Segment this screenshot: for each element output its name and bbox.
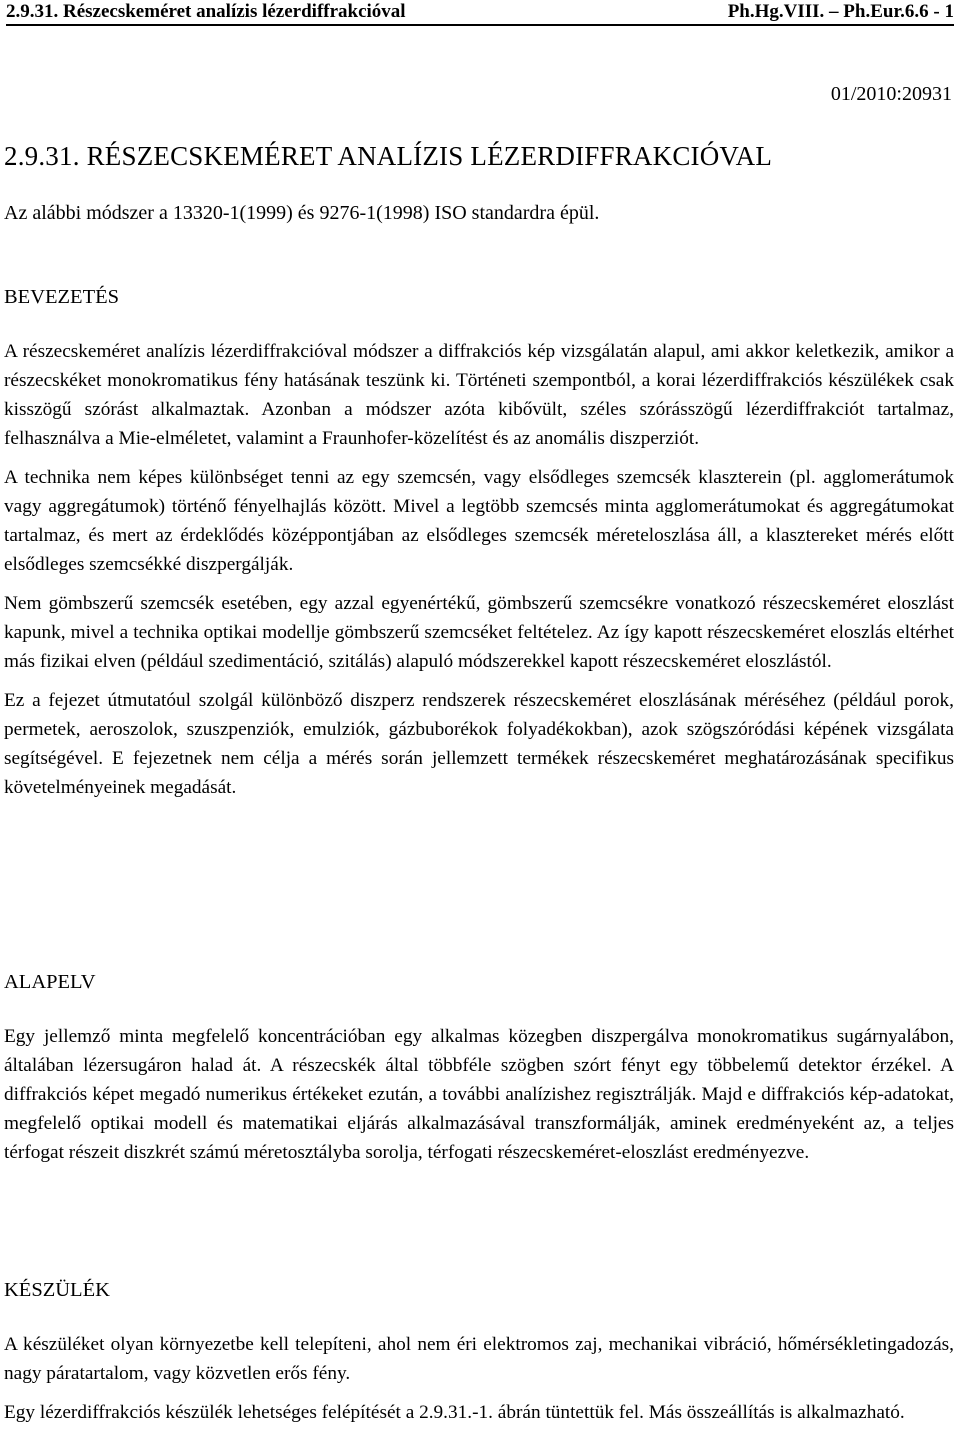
- paragraph: Egy jellemző minta megfelelő koncentrációban egy alkalmas közegben diszpergálva monokromatikus sugárnyalábon, általában lézersugáron halad át. A részecskék által többféle szögben szórt fényt egy többelemű detektor érzékel. A diffrakciós képet megadó numerikus értékeket ezután, a további analízishez regisztrálják. Majd e diffrakciós kép-adatokat, megfelelő optikai modell és matematikai eljárás alkalmazásával transzformálják, aminek eredményeként az, a teljes térfogat részeit diszkrét számú méretosztályba sorolja, térfogati részecskeméret-eloszlást eredményezve.: [4, 1026, 954, 1163]
- section-heading: ALAPELV: [4, 971, 96, 993]
- section-heading: KÉSZÜLÉK: [4, 1279, 110, 1301]
- section-keszulek: [4, 1278, 954, 1437]
- paragraph: A részecskeméret analízis lézerdiffrakcióval módszer a diffrakciós kép vizsgálatán alapul, ami akkor keletkezik, amikor a részecskéket monokromatikus fény hatásának teszünk ki. Történeti szempontból, a korai lézerdiffrakciós készülékek csak kisszögű szórást alkalmaztak. Azonban a módszer azóta kibővült, széles szórásszögű lézerdiffrakciót tartalmaz, felhasználva a Mie-elméletet, valamint a Fraunhofer-közelítést és az anomális diszperziót.: [4, 341, 954, 449]
- document-id: 01/2010:20931: [830, 83, 952, 105]
- paragraph: Egy lézerdiffrakciós készülék lehetséges felépítését a 2.9.31.-1. ábrán tüntettük fel. Más összeállítás is alkalmazható.: [4, 1402, 905, 1423]
- paragraph: A készüléket olyan környezetbe kell telepíteni, ahol nem éri elektromos zaj, mechanikai vibráció, hőmérsékletingadozás, nagy páratartalom, vagy közvetlen erős fény.: [4, 1334, 954, 1384]
- paragraph: A technika nem képes különbséget tenni az egy szemcsén, vagy elsődleges szemcsék klaszterein (pl. agglomerátumok vagy aggregátumok) történő fényelhajlás között. Mivel a legtöbb szemcsés minta agglomerátumokat és aggregátumokat tartalmaz, és mert az érdeklődés középpontjában az elsődleges szemcsék méreteloszlása áll, a klasztereket mérés előtt elsődleges szemcsékké diszpergálják.: [4, 467, 954, 575]
- intro-text: Az alábbi módszer a 13320-1(1999) és 9276-1(1998) ISO standardra épül.: [4, 202, 600, 224]
- header-pharmacopoeia-ref: Ph.Hg.VIII. – Ph.Eur.6.6 - 1: [727, 1, 954, 22]
- page-title: 2.9.31. RÉSZECSKEMÉRET ANALÍZIS LÉZERDIFFRAKCIÓVAL: [4, 141, 773, 171]
- header-chapter-title: 2.9.31. Részecskeméret analízis lézerdiffrakcióval: [6, 1, 406, 22]
- section-heading: BEVEZETÉS: [4, 286, 120, 308]
- section-alapelv: [4, 970, 954, 1177]
- running-header: [6, 0, 954, 26]
- section-bevezetes: [4, 285, 954, 812]
- paragraph: Nem gömbszerű szemcsék esetében, egy azzal egyenértékű, gömbszerű szemcsékre vonatkozó részecskeméret eloszlást kapunk, mivel a technika optikai modellje gömbszerű szemcséket feltételez. Az így kapott részecskeméret eloszlás eltérhet más fizikai elven (például szedimentáció, szitálás) alapuló módszerekkel kapott részecskeméret eloszlástól.: [4, 593, 954, 672]
- paragraph: Ez a fejezet útmutatóul szolgál különböző diszperz rendszerek részecskeméret eloszlásának méréséhez (például porok, permetek, aeroszolok, szuszpenziók, emulziók, gázbuborékok folyadékokban), azok szögszóródási képének vizsgálata segítségével. E fejezetnek nem célja a mérés során jellemzett termékek részecskeméret meghatározásának specifikus követelményeinek megadását.: [4, 690, 954, 798]
